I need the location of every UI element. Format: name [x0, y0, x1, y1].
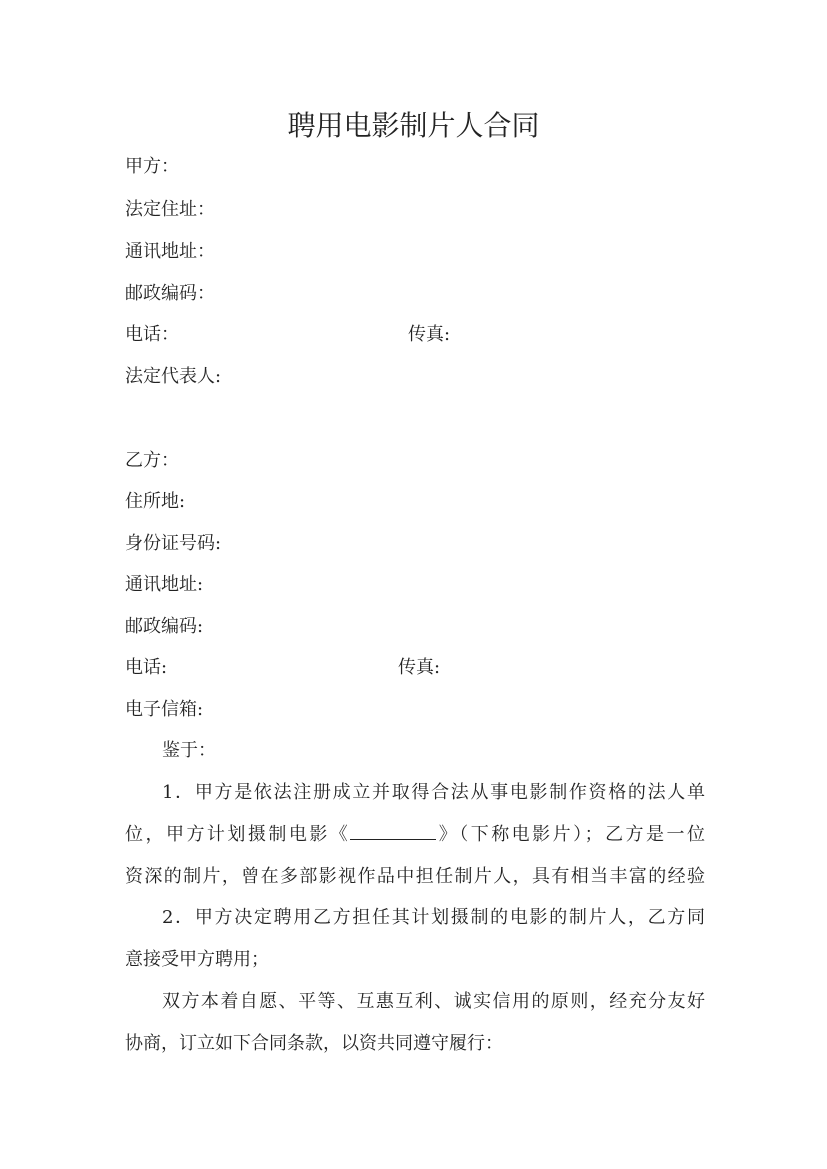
- party-a-mail-address: 通讯地址：: [125, 241, 215, 262]
- party-b-label: 乙方：: [125, 450, 179, 471]
- paragraph-1-line-2-b: 》（下称电影片）；乙方是一位: [436, 824, 705, 845]
- paragraph-1-line-1: 1．甲方是依法注册成立并取得合法从事电影制作资格的法人单: [162, 782, 705, 803]
- party-b-id-number: 身份证号码:: [125, 533, 222, 554]
- paragraph-1-line-2-a: 位，甲方计划摄制电影《: [125, 824, 351, 845]
- party-a-postcode: 邮政编码：: [125, 283, 215, 304]
- paragraph-1-line-2: [125, 823, 705, 847]
- paragraph-2-line-1: 2．甲方决定聘用乙方担任其计划摄制的电影的制片人，乙方同: [162, 907, 705, 928]
- party-b-email: 电子信箱:: [125, 699, 204, 720]
- party-a-label: 甲方：: [125, 156, 179, 177]
- party-b-residence: 住所地:: [125, 491, 186, 512]
- whereas-heading: 鉴于：: [162, 740, 216, 761]
- party-a-legal-rep: 法定代表人:: [125, 366, 222, 387]
- party-b-fax: 传真:: [398, 657, 441, 678]
- party-b-postcode: 邮政编码:: [125, 616, 204, 637]
- party-a-address: 法定住址：: [125, 199, 215, 220]
- film-title-blank: [350, 823, 436, 840]
- document-title: 聘用电影制片人合同: [287, 109, 540, 142]
- party-b-phone: 电话:: [125, 657, 168, 678]
- paragraph-2-line-2: 意接受甲方聘用；: [125, 949, 269, 970]
- party-a-phone: 电话：: [125, 324, 179, 345]
- paragraph-3-line-1: 双方本着自愿、平等、互惠互利、诚实信用的原则，经充分友好: [162, 991, 705, 1012]
- party-b-mail-address: 通讯地址:: [125, 574, 204, 595]
- party-a-fax: 传真:: [408, 324, 451, 345]
- paragraph-3-line-2: 协商，订立如下合同条款，以资共同遵守履行：: [125, 1033, 503, 1054]
- paragraph-1-line-3: 资深的制片，曾在多部影视作品中担任制片人，具有相当丰富的经验: [125, 866, 705, 887]
